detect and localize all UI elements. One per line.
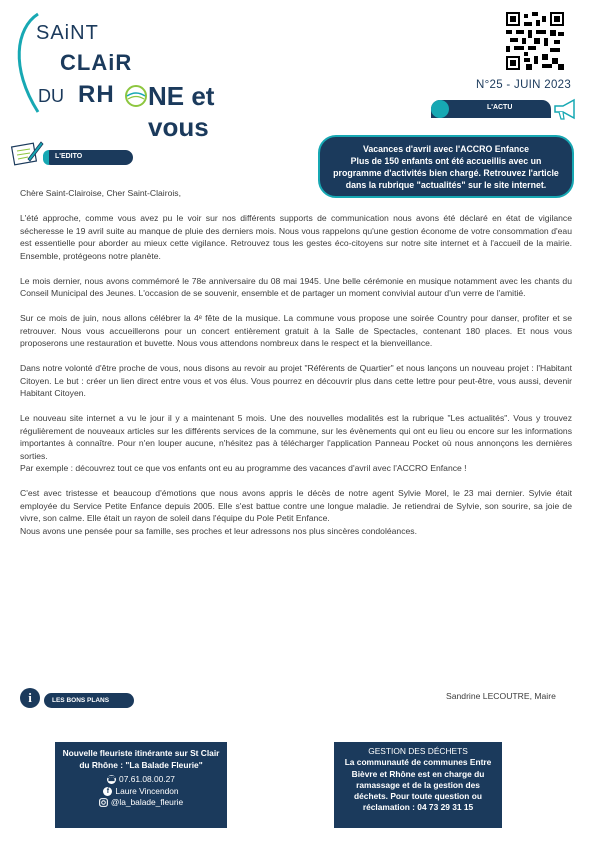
info-icon: i [20,688,40,708]
edito-body [20,187,572,550]
edito-paragraph-drought: L'été approche, comme vous avez pu le voir sur nos différents supports de communication nous avons été déclaré en état de vigilance sécheresse le 19 avril suite au manque de pluie des derniers mois. Nous vous rappelons qu'une gestion économe de votre consommation d'eau est essentielle pour aborder au mieux cette vigilance. Retrouvez tous les gestes éco-citoyens sur notre site internet et à l'accueil de la mairie. Ensemble, protégeons notre planète. [20,213,572,261]
issue-number: N°25 - JUIN 2023 [476,79,572,91]
instagram-icon [99,798,108,807]
qr-code-icon[interactable] [506,12,564,70]
waste-text: La communauté de communes Entre Bièvre et Rhône est en charge du ramassage et de la gestion des déchets. Pour toute question ou réclamation : 04 73 29 31 15 [344,757,492,813]
logo-clair: CLAiR [60,50,133,75]
florist-title: Nouvelle fleuriste itinérante sur St Clair du Rhône : "La Balade Fleurie" [62,748,220,770]
edito-paragraph-example: Par exemple : découvrez tout ce que vos enfants ont eu au programme des vacances d'avril avec l'ACCRO Enfance ! [20,463,467,473]
facebook-icon: f [103,787,112,796]
edito-tab-label: L'EDITO [55,153,83,160]
florist-facebook[interactable]: Laure Vincendon [115,785,179,796]
waste-title: GESTION DES DÉCHETS [368,746,468,756]
logo-saint: SAiNT [36,22,99,44]
municipal-logo [8,8,278,142]
bons-plans-tab [44,693,134,708]
waste-management-box [334,742,502,828]
actu-title: Vacances d'avril avec l'ACCRO Enfance [362,144,530,154]
actu-tab [431,100,551,118]
florist-box [55,742,227,828]
florist-phone[interactable]: 07.61.08.00.27 [119,774,175,784]
edito-greeting: Chère Saint-Clairoise, Cher Saint-Clairois, [20,188,181,198]
florist-instagram[interactable]: @la_balade_fleurie [110,797,184,807]
edito-paragraph-citizen: Dans notre volonté d'être proche de vous, nous disons au revoir au projet "Référents de Quartier" et nous lançons un nouveau projet : l'Habitant Citoyen. Le but : créer un lien direct entre vous et vos élus. Vous pourrez en découvrir plus dans cette lettre pour peut-être, vous aussi, devenir Habitant Citoyen. [20,363,572,398]
edito-paragraph-tribute: C'est avec tristesse et beaucoup d'émotions que nous avons appris le décès de notre agent Sylvie Morel, le 23 mai dernier. Sylvie était employée du Service Petite Enfance depuis 2005. Elle s'est battue contre une longue maladie. Je retiendrai de Sylvie, son sourire, sa joie de vivre, son calme. Elle était un rayon de soleil dans l'équipe du Pole Petit Enfance. [20,488,572,523]
edito-paragraph-website: Le nouveau site internet a vu le jour il y a maintenant 5 mois. Une des nouvelles modalités est la rubrique "Les actualités". Vous y trouvez régulièrement de nouveaux articles sur les différents services de la commune, sur les évènements qui ont eu lieu ou encore sur les informations importantes à connaître. Pour n'en louper aucune, n'hésitez pas à télécharger l'application Panneau Pocket où nous annonçons les dernières sorties. [20,413,572,461]
edito-paragraph-condolences: Nous avons une pensée pour sa famille, ses proches et leur adressons nos plus sincères condoléances. [20,525,417,536]
edito-tab [43,150,133,165]
notepad-pen-icon [10,137,44,169]
phone-icon: ☎ [107,776,116,784]
bons-plans-tab-label: LES BONS PLANS [52,697,110,704]
logo-ne-et-vous: NE et vous [148,81,215,142]
actu-tab-label: L'ACTU [487,104,513,111]
edito-paragraph-music: Sur ce mois de juin, nous allons célébrer la 4ᵉ fête de la musique. La commune vous propose une soirée Country pour danser, profiter et se retrouver. Nous vous accueillerons pour un concert entièrement gratuit à la Salle de Spectacles, contenant 180 places. Et nous vous proposerons une restauration et buvette. Nous vous attendons nombreux dans le respect et la bienveillance. [20,313,572,348]
megaphone-icon [552,97,580,123]
actu-text: Plus de 150 enfants ont été accueillis avec un programme d'activités bien chargé. Retrouvez l'article dans la rubrique "actualités" sur le site internet. [333,156,559,190]
logo-rh: RH [78,81,115,108]
signature: Sandrine LECOUTRE, Maire [446,691,556,701]
edito-paragraph-ceremony: Le mois dernier, nous avons commémoré le 78e anniversaire du 08 mai 1945. Une belle cérémonie en musique notamment avec les chants du Conseil Municipal des Jeunes. L'occasion de se souvenir, ensemble et de partager un moment convivial autour d'un verre de l'amitié. [20,275,572,298]
logo-globe-icon [124,84,148,108]
logo-du: DU [38,86,64,106]
